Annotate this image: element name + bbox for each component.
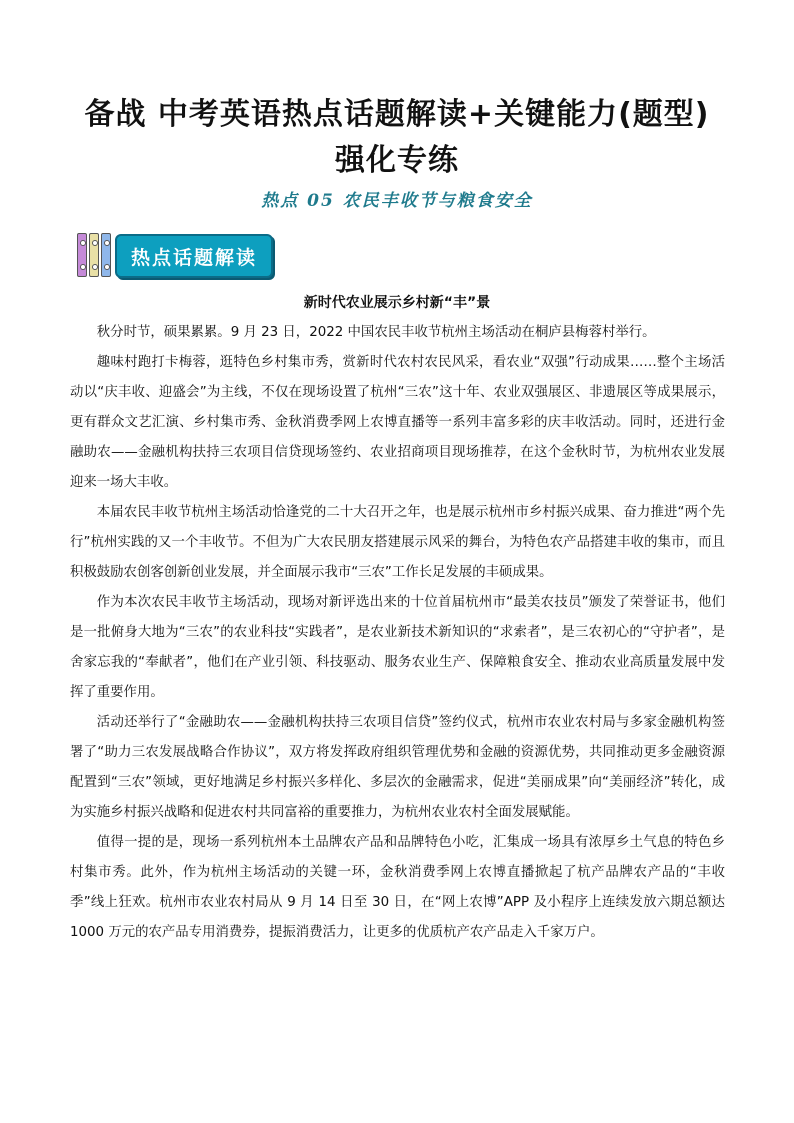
binders-icon [77, 233, 111, 279]
topic-subtitle: 热点 05 农民丰收节与粮食安全 [261, 191, 533, 211]
article-paragraph: 值得一提的是，现场一系列杭州本土品牌农产品和品牌特色小吃，汇集成一场具有浓厚乡土气息的特色乡村集市秀。此外，作为杭州主场活动的关键一环，金秋消费季网上农博直播掀起了杭产品牌农产品的“丰收季”线上狂欢。杭州市农业农村局从 9 月 14 日至 30 日，在“网上农博”APP 及小程序上连续发放六期总额达 1000 万元的农产品专用消费券，提振消费活力，让更多的优质杭产农产品走入千家万户。 [70, 835, 725, 940]
page-title: 备战 中考英语热点话题解读+关键能力(题型) [84, 97, 710, 132]
article-paragraph: 趣味村跑打卡梅蓉，逛特色乡村集市秀，赏新时代农村农民风采，看农业“双强”行动成果……整个主场活动以“庆丰收、迎盛会”为主线，不仅在现场设置了杭州“三农”这十年、农业双强展区、非遗展区等成果展示，更有群众文艺汇演、乡村集市秀、金秋消费季网上农博直播等一系列丰富多彩的庆丰收活动。同时，还进行金融助农——金融机构扶持三农项目信贷现场签约、农业招商项目现场推荐，在这个金秋时节，为杭州农业发展迎来一场大丰收。 [70, 355, 725, 490]
page-title-continued: 强化专练 [335, 143, 459, 178]
section-banner-label: 热点话题解读 [115, 234, 273, 278]
article-paragraph: 本届农民丰收节杭州主场活动恰逢党的二十大召开之年，也是展示杭州市乡村振兴成果、奋力推进“两个先行”杭州实践的又一个丰收节。不但为广大农民朋友搭建展示风采的舞台，为特色农产品搭建丰收的集市，而且积极鼓励农创客创新创业发展，并全面展示我市“三农”工作长足发展的丰硕成果。 [70, 505, 725, 580]
article-title: 新时代农业展示乡村新“丰”景 [303, 295, 491, 311]
article-body [70, 318, 725, 948]
article-paragraph: 作为本次农民丰收节主场活动，现场对新评选出来的十位首届杭州市“最美农技员”颁发了荣誉证书，他们是一批俯身大地为“三农”的农业科技“实践者”，是农业新技术新知识的“求索者”，是三农初心的“守护者”，是舍家忘我的“奉献者”，他们在产业引领、科技驱动、服务农业生产、保障粮食安全、推动农业高质量发展中发挥了重要作用。 [70, 595, 725, 700]
article-paragraph: 活动还举行了“金融助农——金融机构扶持三农项目信贷”签约仪式，杭州市农业农村局与多家金融机构签署了“助力三农发展战略合作协议”，双方将发挥政府组织管理优势和金融的资源优势，共同推动更多金融资源配置到“三农”领域，更好地满足乡村振兴多样化、多层次的金融需求，促进“美丽成果”向“美丽经济”转化，成为实施乡村振兴战略和促进农村共同富裕的重要推力，为杭州农业农村全面发展赋能。 [70, 715, 725, 820]
section-banner [77, 233, 273, 279]
article-paragraph: 秋分时节，硕果累累。9 月 23 日，2022 中国农民丰收节杭州主场活动在桐庐县梅蓉村举行。 [96, 325, 656, 340]
